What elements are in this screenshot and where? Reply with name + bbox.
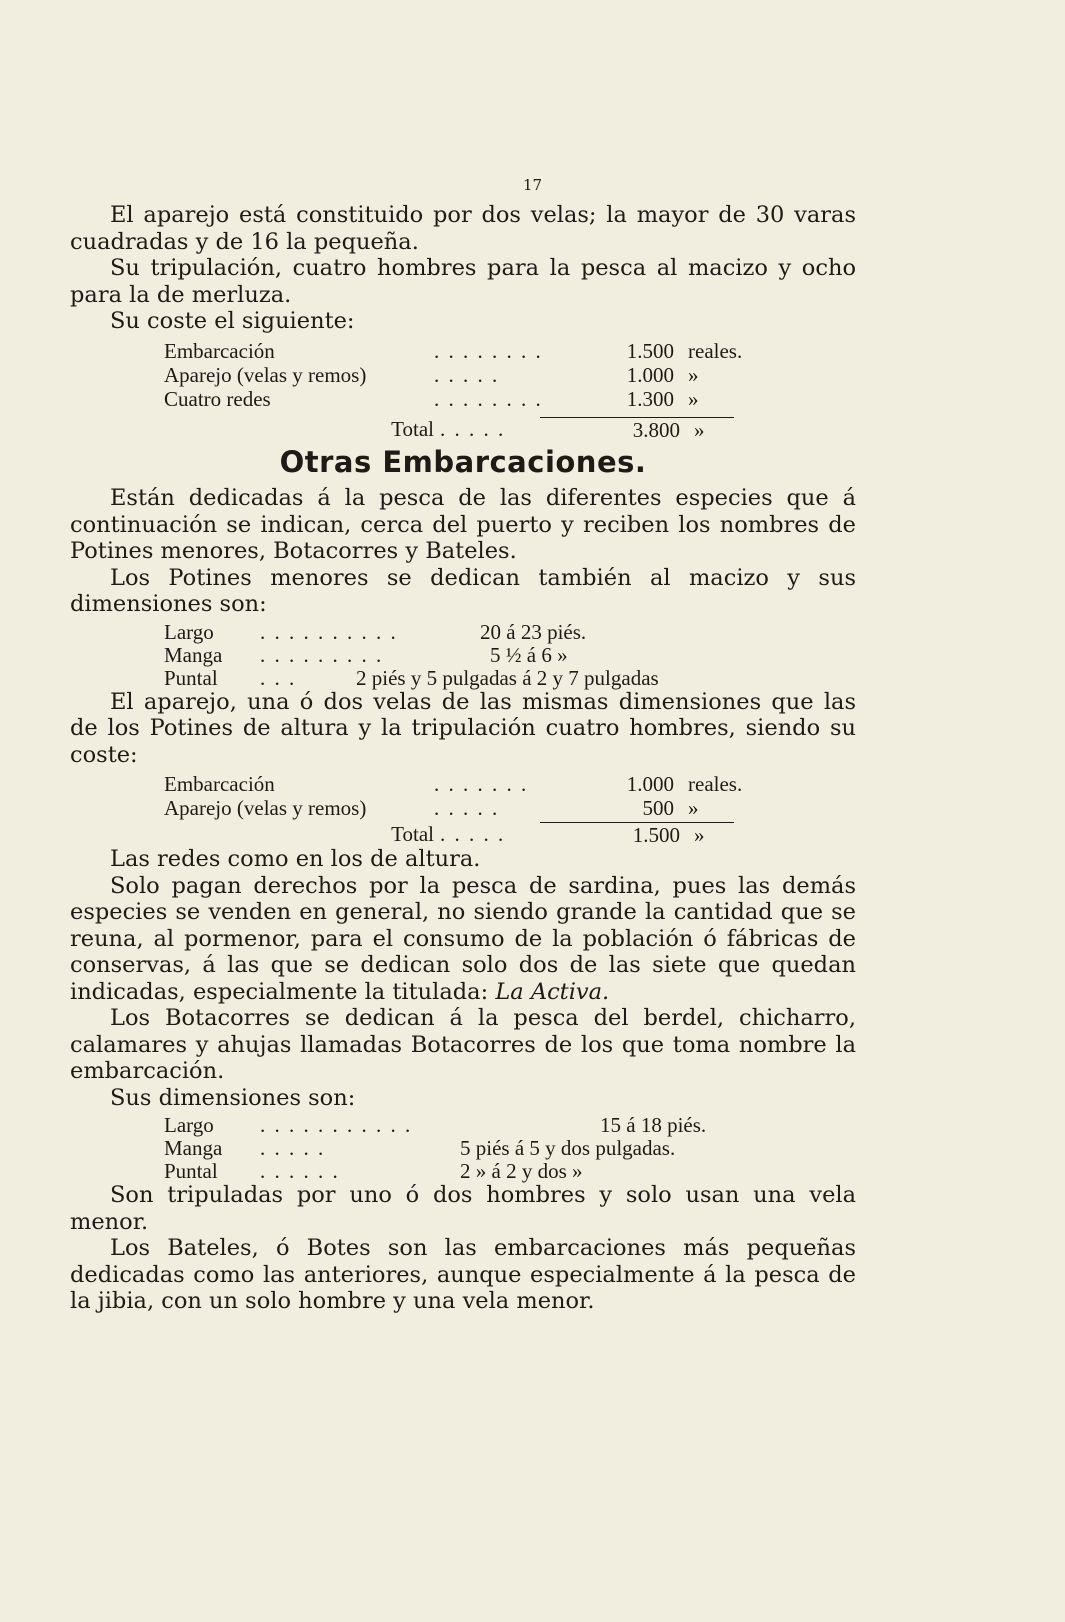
- leader-dots: . . .: [260, 665, 297, 689]
- leader-dots: . . . . .: [260, 1136, 326, 1159]
- paragraph-botacorres: Los Botacorres se dedican á la pesca del berdel, chicharro, calamares y ahujas llamadas Botacorres de los que toma nombre la embarcación.: [70, 1005, 856, 1084]
- cost-row: [164, 387, 844, 411]
- dimension-row: [164, 620, 844, 643]
- paragraph-cost-intro: Su coste el siguiente:: [110, 308, 355, 334]
- paragraph-rigging: El aparejo está constituido por dos velas; la mayor de 30 varas cuadradas y de 16 la pequeña.: [70, 202, 856, 255]
- cost-label: Aparejo (velas y remos): [164, 362, 367, 387]
- cost-unit: reales.: [688, 772, 743, 796]
- leader-dots: . . . . . . . . . .: [260, 619, 398, 643]
- dimension-label: Largo: [164, 1113, 214, 1137]
- leader-dots: . . . . . . .: [434, 772, 529, 796]
- leader-dots: . . . . .: [440, 416, 506, 441]
- paragraph-crew: Su tripulación, cuatro hombres para la pesca al macizo y ocho para la de merluza.: [70, 255, 856, 308]
- cost-row: [164, 339, 844, 363]
- dimension-row: [164, 666, 844, 689]
- leader-dots: . . . . . . . . . . .: [260, 1113, 413, 1136]
- dimensions-table-potines: [164, 620, 844, 689]
- leader-dots: . . . . . . . . .: [260, 642, 384, 666]
- cost-label: Embarcación: [164, 772, 275, 796]
- cost-label: Aparejo (velas y remos): [164, 796, 367, 820]
- paragraph-bateles: Los Bateles, ó Botes son las embarcaciones más pequeñas dedicadas como las anteriores, aunque especialmente á la pesca de la jibia, con un solo hombre y una vela menor.: [70, 1235, 856, 1314]
- cost-unit: reales.: [688, 338, 743, 363]
- cost-label: Embarcación: [164, 338, 275, 363]
- dimension-row: [164, 1159, 844, 1182]
- cost-row: [164, 772, 844, 796]
- duties-text: Solo pagan derechos por la pesca de sardina, pues las demás especies se venden en general, no siendo grande la cantidad que se reuna, al pormenor, para el consumo de la población ó fábricas de conservas, á las que se dedican solo dos de las siete que quedan indicadas, especialmente la titulada:: [70, 872, 856, 1005]
- dimension-value: 2 piés y 5 pulgadas á 2 y 7 pulgadas: [356, 665, 659, 690]
- paragraph-crew-small: Son tripuladas por uno ó dos hombres y solo usan una vela menor.: [70, 1182, 856, 1235]
- leader-dots: . . . . . .: [260, 1159, 340, 1182]
- total-unit: »: [680, 822, 734, 846]
- cost-amount: 500: [642, 796, 674, 820]
- dimension-row: [164, 1136, 844, 1159]
- leader-dots: . . . . .: [434, 796, 500, 820]
- cost-table-2: [164, 772, 844, 846]
- dimension-value: 20 á 23 piés.: [480, 619, 587, 644]
- dimension-label: Largo: [164, 619, 214, 644]
- cost-amount: 1.300: [626, 386, 674, 411]
- section-heading: Otras Embarcaciones.: [279, 444, 647, 479]
- total-amount: 1.500: [540, 822, 680, 846]
- dimension-row: [164, 1113, 844, 1136]
- dimension-row: [164, 643, 844, 666]
- cost-unit: »: [688, 386, 699, 411]
- paragraph-other-boats: Están dedicadas á la pesca de las diferentes especies que á continuación se indican, cerca del puerto y reciben los nombres de Potines menores, Botacorres y Bateles.: [70, 485, 856, 564]
- leader-dots: . . . . .: [434, 362, 500, 387]
- dimension-value: 5 ½ á 6 »: [490, 642, 568, 667]
- leader-dots: . . . . .: [440, 822, 506, 846]
- dimensions-table-botacorres: [164, 1113, 844, 1182]
- total-label: Total: [391, 416, 434, 441]
- dimension-label: Puntal: [164, 1159, 218, 1183]
- boat-name-italic: La Activa.: [495, 978, 610, 1005]
- cost-total-row: [164, 417, 844, 441]
- cost-amount: 1.500: [626, 338, 674, 363]
- cost-row: [164, 363, 844, 387]
- leader-dots: . . . . . . . .: [434, 386, 543, 411]
- paragraph-dimensions-intro: Sus dimensiones son:: [110, 1084, 356, 1111]
- cost-amount: 1.000: [626, 362, 674, 387]
- dimension-value: 2 » á 2 y dos »: [460, 1159, 583, 1183]
- paragraph-rigging-potines: El aparejo, una ó dos velas de las mismas dimensiones que las de los Potines de altura y la tripulación cuatro hombres, siendo su coste:: [70, 688, 856, 768]
- cost-amount: 1.000: [626, 772, 674, 796]
- paragraph-duties: [70, 873, 856, 1006]
- paragraph-nets: Las redes como en los de altura.: [110, 846, 481, 872]
- cost-unit: »: [688, 796, 699, 820]
- cost-label: Cuatro redes: [164, 386, 271, 411]
- cost-row: [164, 796, 844, 820]
- dimension-label: Manga: [164, 642, 223, 667]
- cost-total-row: [164, 822, 844, 846]
- total-amount: 3.800: [540, 417, 680, 441]
- dimension-value: 5 piés á 5 y dos pulgadas.: [460, 1136, 676, 1160]
- page-number: 17: [522, 176, 543, 194]
- dimension-label: Puntal: [164, 665, 218, 690]
- dimension-label: Manga: [164, 1136, 223, 1160]
- total-unit: »: [680, 417, 734, 441]
- cost-unit: »: [688, 362, 699, 387]
- cost-table-1: [164, 339, 844, 441]
- leader-dots: . . . . . . . .: [434, 338, 543, 363]
- dimension-value: 15 á 18 piés.: [600, 1113, 707, 1137]
- paragraph-potines: Los Potines menores se dedican también al macizo y sus dimensiones son:: [70, 564, 856, 617]
- page-body: [70, 202, 856, 1315]
- total-label: Total: [391, 822, 434, 846]
